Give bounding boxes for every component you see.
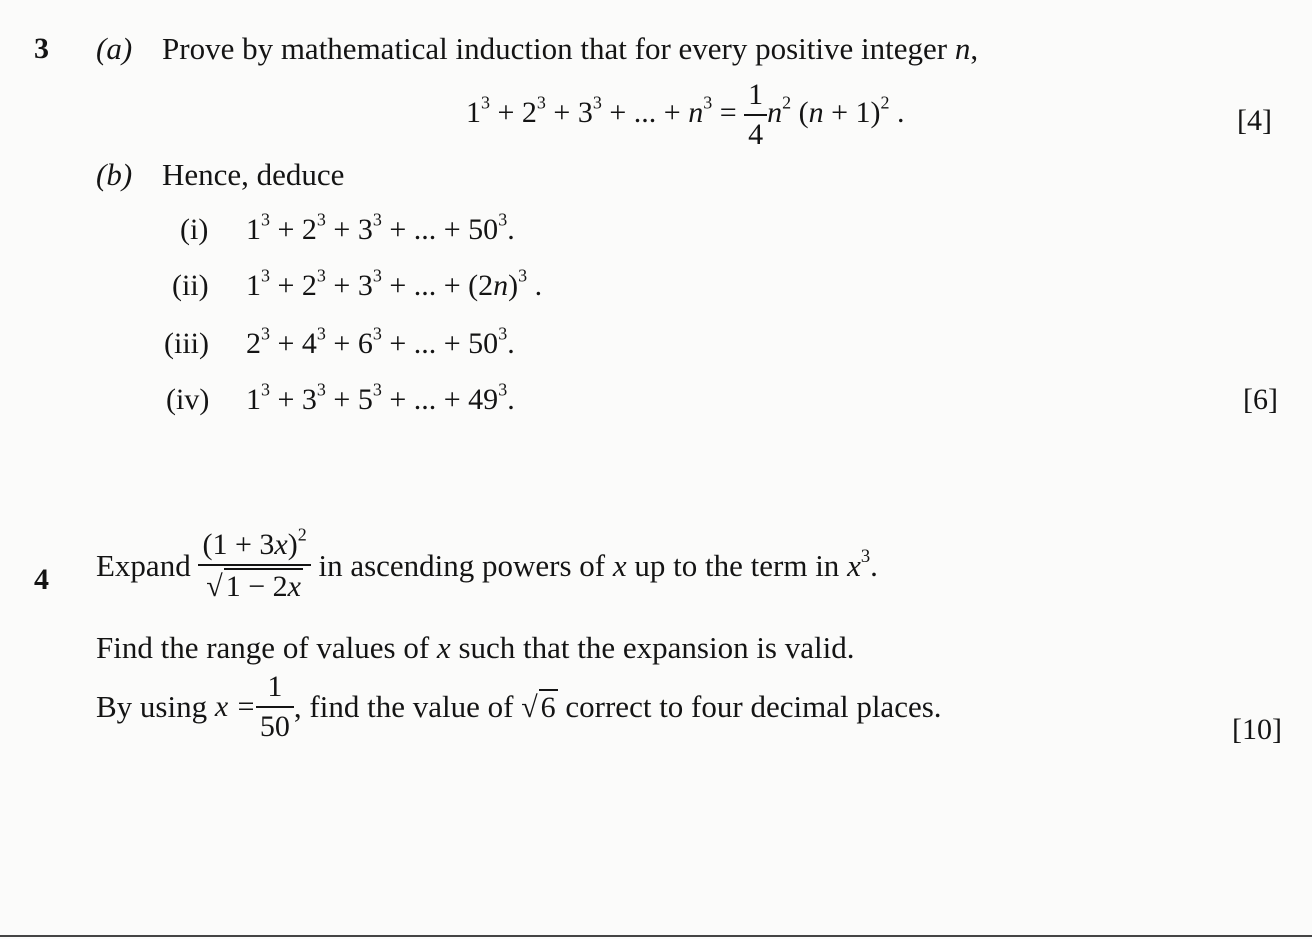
q4-line1 <box>96 524 878 604</box>
q4-expression-fraction <box>198 524 310 604</box>
q4-line2: Find the range of values of x such that the expansion is valid. <box>96 630 855 665</box>
question-3-number: 3 <box>34 32 49 65</box>
q4-frac-numerator: $(1 + 3x)^2$ <box>202 524 307 561</box>
q3b-iv-label: (iv) <box>166 383 210 416</box>
q3b-label: (b) <box>96 157 133 192</box>
q4-x-numerator: 1 <box>267 670 283 703</box>
q3b-iv-expr: $1^3 + 3^3 + 5^3$ + ... + $49^3$. <box>246 379 515 416</box>
q3b-ii-expr: $1^3 + 2^3 + 3^3$ + ... + $(2n)^3$ . <box>246 265 543 302</box>
q3a-frac-denominator: 4 <box>748 118 764 151</box>
q3a-text: Prove by mathematical induction that for every positive integer n, <box>162 31 979 66</box>
q4-by-using: By using <box>96 689 208 724</box>
q3b-mark: [6] <box>1243 383 1278 416</box>
q3a-fraction <box>744 78 767 152</box>
q4-frac-denominator: √ 1 − 2x <box>206 570 301 603</box>
q3a-mark: [4] <box>1237 104 1272 137</box>
q4-line3-end: correct to four decimal places. <box>565 689 942 724</box>
q4-mark: [10] <box>1232 713 1282 746</box>
page-bottom-rule <box>0 935 1312 937</box>
q4-line3 <box>96 670 942 744</box>
q3a-equals: = <box>719 95 737 129</box>
q4-x-fraction <box>256 670 294 744</box>
q3b-i-label: (i) <box>180 213 209 246</box>
q3a-frac-numerator: 1 <box>748 78 764 111</box>
q3a-equation <box>466 78 905 152</box>
q3a-label: (a) <box>96 31 133 66</box>
q3b-i-expr: $1^3 + 2^3 + 3^3$ + ... + $50^3$. <box>246 209 515 246</box>
q3a-rhs: $n^2$ $(n + 1)^2$ . <box>767 92 905 129</box>
q3a-lhs: $1^3 + 2^3 + 3^3$ + ... + $n^3$ <box>466 92 713 129</box>
q4-expand-word: Expand <box>96 548 191 583</box>
q3b-iii-label: (iii) <box>164 327 209 360</box>
q3b-text: Hence, deduce <box>162 157 345 192</box>
question-4-number: 4 <box>34 563 49 596</box>
q4-sqrt6: √ 6 <box>521 691 556 724</box>
q4-line3-mid: , find the value of <box>293 689 514 724</box>
q4-x-eq: x = <box>214 690 256 723</box>
q3b-ii-label: (ii) <box>172 269 209 302</box>
q3b-iii-expr: $2^3 + 4^3 + 6^3$ + ... + $50^3$. <box>246 323 515 360</box>
q4-x-denominator: 50 <box>259 710 290 743</box>
q4-line1-rest: in ascending powers of x up to the term in $x^3$. <box>318 546 878 583</box>
